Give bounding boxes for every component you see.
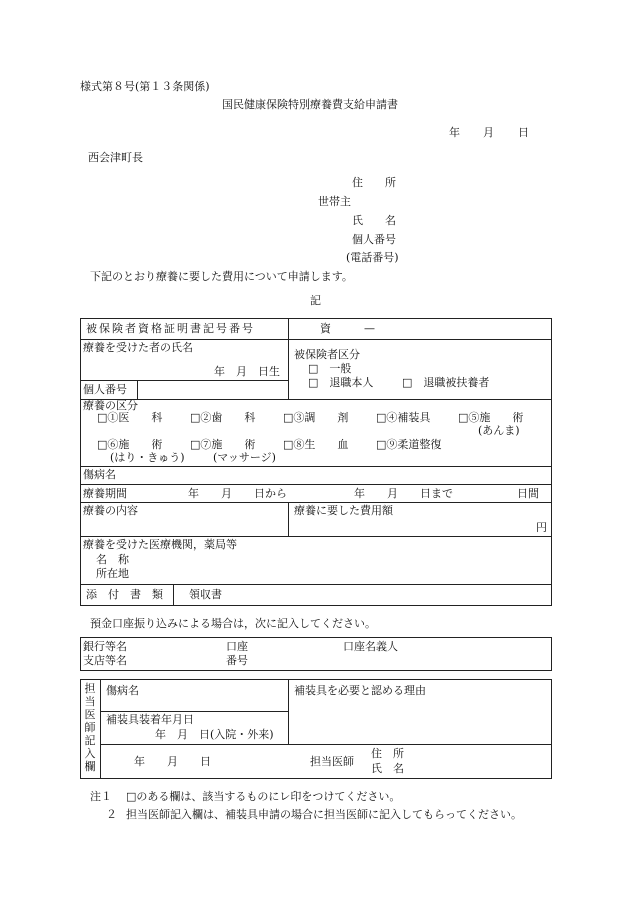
note-2-number: ２ [106,808,117,821]
note-1-number: 注１ [90,790,112,803]
care-item-1[interactable] [97,411,162,425]
checkbox-icon [283,438,293,451]
account-label: 口座 [226,640,248,653]
care-item-label: ①医 科 [107,411,163,424]
care-item-label: ②歯 科 [200,411,256,424]
checkbox-icon [458,411,468,424]
householder-label: 世帯主 [318,195,351,208]
hari-note: (はり・きゅう) [110,451,185,464]
form-title: 国民健康保険特別療養費支給申請書 [222,98,398,111]
care-item-7[interactable] [190,438,255,452]
checkbox-icon [402,376,412,389]
bank-name-label: 銀行等名 [83,640,127,653]
doctor-disease-label: 傷病名 [106,684,139,697]
checkbox-icon [283,411,293,424]
checkbox-icon [190,411,200,424]
bank-intro: 預金口座振り込みによる場合は，次に記入してください。 [90,617,376,630]
care-item-label: ⑤施 術 [468,411,524,424]
patient-name-label: 療養を受けた者の氏名 [83,341,193,354]
period-days[interactable]: 日間 [517,487,539,500]
checkbox-icon [376,411,386,424]
cert-number-label: 被保険者資格証明書記号番号 [86,322,255,335]
addressee: 西会津町長 [88,151,143,164]
care-item-9[interactable] [376,438,441,452]
care-item-2[interactable] [190,411,255,425]
anma-note: (あんま) [478,424,520,437]
facility-address-label: 所在地 [96,567,129,580]
disease-label: 傷病名 [83,468,116,481]
insured-retired-checkbox[interactable] [308,376,373,390]
bank-table [80,637,552,671]
facility-name-label: 名 称 [96,553,129,566]
checkbox-icon [190,438,200,451]
date-year: 年 [449,126,460,139]
insured-retired-dep-checkbox[interactable] [402,376,489,390]
note-2-text: 担当医師記入欄は、補装具申請の場合に担当医師に記入してもらってください。 [126,808,522,821]
cert-number-value[interactable]: 資 — [320,322,375,335]
care-item-4[interactable] [376,411,430,425]
cost-label: 療養に要した費用額 [294,504,393,517]
holder-label: 口座名義人 [343,640,398,653]
date-month: 月 [483,126,494,139]
applicant-name-label: 氏 名 [352,214,396,227]
doctor-label: 担当医師 [310,755,354,768]
content-label: 療養の内容 [83,504,138,517]
attachments-label: 添 付 書 類 [86,588,163,601]
insured-general-label: 一般 [329,362,352,375]
care-item-label: ⑦施 術 [200,438,256,451]
checkbox-icon [97,438,107,451]
checkbox-icon [97,411,107,424]
applicant-address-label: 住 所 [352,176,396,189]
period-label: 療養期間 [83,487,127,500]
personal-id-label: 個人番号 [83,383,127,396]
care-type-label: 療養の区分 [83,399,138,412]
care-item-5[interactable] [458,411,523,425]
checkbox-icon [376,438,386,451]
care-item-label: ③調 剤 [293,411,349,424]
care-item-6[interactable] [97,438,162,452]
care-item-label: ⑧生 血 [293,438,349,451]
intro-text: 下記のとおり療養に要した費用について申請します。 [90,270,353,283]
applicant-phone-label: (電話番号) [346,251,399,264]
branch-name-label: 支店等名 [83,654,127,667]
period-from[interactable]: 年 月 日から [188,487,287,500]
checkbox-icon [308,362,318,375]
ki-mark: 記 [310,294,321,307]
facility-label: 療養を受けた医療機関，薬局等 [83,538,237,551]
cost-unit: 円 [536,521,547,534]
care-item-8[interactable] [283,438,348,452]
doctor-date[interactable]: 年 月 日 [134,755,211,768]
date-day: 日 [518,126,529,139]
form-number: 様式第８号(第１３条関係) [80,80,210,93]
fit-date-label: 補装具装着年月日 [106,713,194,726]
insured-type-label: 被保険者区分 [294,348,360,361]
massage-note: (マッサージ) [213,451,276,464]
note-1-text: □のある欄は、該当するものにレ印をつけてください。 [126,790,401,803]
fit-date-value[interactable]: 年 月 日(入院・外来) [155,728,274,741]
care-item-3[interactable] [283,411,348,425]
insured-general-checkbox[interactable] [308,362,351,376]
insured-retired-label: 退職本人 [329,376,374,389]
care-item-label: ⑨柔道整復 [386,438,442,451]
applicant-id-label: 個人番号 [352,233,396,246]
period-to[interactable]: 年 月 日まで [354,487,453,500]
patient-dob[interactable]: 年 月 日生 [214,365,280,378]
number-label: 番号 [226,654,248,667]
attachments-value: 領収書 [189,588,222,601]
care-item-label: ⑥施 術 [107,438,163,451]
insured-retired-dep-label: 退職被扶養者 [423,376,490,389]
doctor-address-label: 住 所 [371,747,404,760]
care-item-label: ④補装具 [386,411,431,424]
doctor-name-label: 氏 名 [371,762,404,775]
doctor-reason-label: 補装具を必要と認める理由 [294,684,426,697]
checkbox-icon [308,376,318,389]
doctor-side-label: 担 当 医 師 記 入 欄 [84,682,96,773]
